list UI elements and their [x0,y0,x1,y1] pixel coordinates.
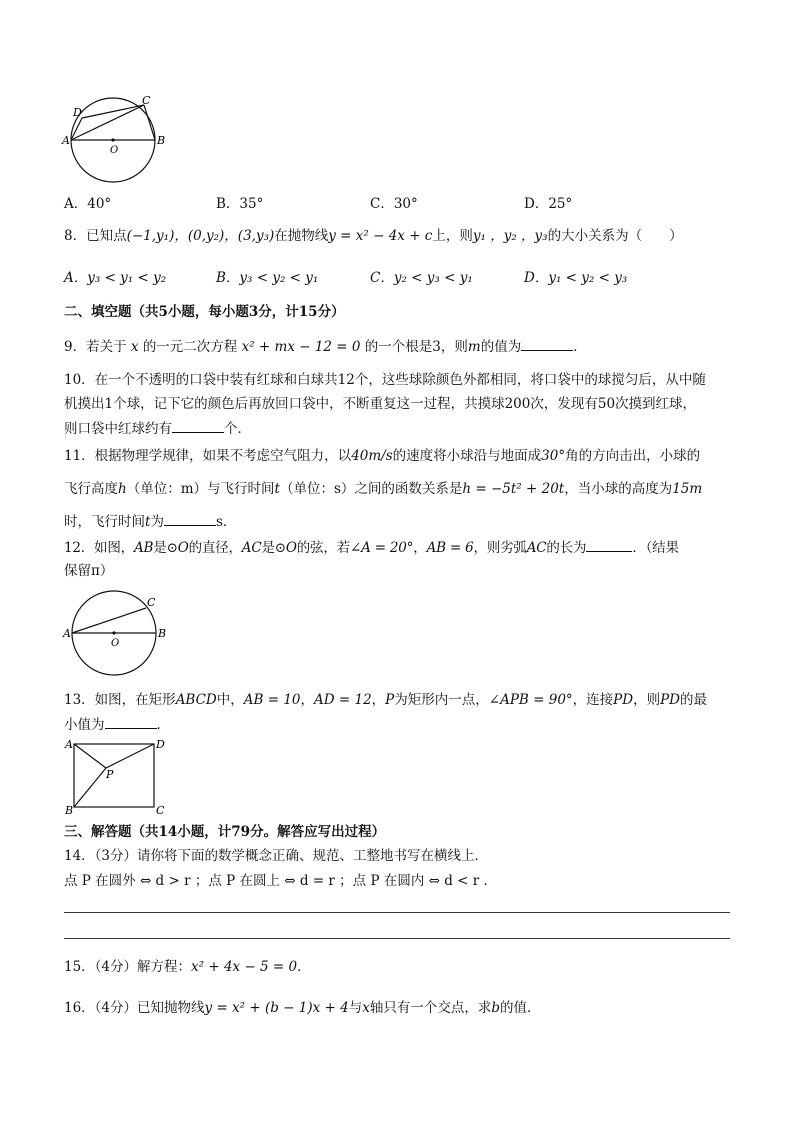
figure-q12-circle [60,588,170,680]
q11-line-2 [64,479,702,499]
q10-text-b: 个． [224,421,251,437]
q12-text-i: ．（结果 [632,540,679,556]
label-p: P [106,768,114,781]
label-b: B [158,627,167,640]
q13-pd-2: PD [660,692,680,708]
q9-text-c: 的一个根是3，则 [364,339,468,355]
q11-angle: 30° [541,448,566,464]
q13-pd: PD [613,692,634,708]
label-c: C [142,95,151,107]
q12-text-a: 12．如图， [64,540,134,556]
q13-text-a: 13．如图，在矩形 [64,692,176,708]
q12-text-c: 的直径， [188,540,242,556]
q10-line-3 [64,418,251,439]
label-d: D [156,738,165,751]
q16-text-c: 轴只有一个交点，求 [369,1000,492,1016]
figure-q13-rectangle [62,736,172,818]
chord-ac [72,608,146,633]
q14-line-1: 14．（3分）请你将下面的数学概念正确、规范、工整地书写在横线上． [64,848,489,864]
label-c: C [147,596,156,609]
q13-line-2 [64,714,170,735]
q13-angle: ∠APB = 90° [488,692,573,708]
q9-answer-blank[interactable] [521,336,573,351]
chord-cb [144,105,155,140]
q8-option-b[interactable]: B．y₃ < y₂ < y₁ [216,270,319,286]
q8-points: (−1,y₁)，(0,y₂)，(3,y₃) [126,228,275,244]
q12-length: AB = 6 [426,540,474,556]
chord-dc [82,105,144,118]
q8-stem [64,226,683,246]
q11-line-3 [64,511,236,532]
q16-equation: y = x² + (b − 1)x + 4 [204,1000,349,1016]
q10-text-a: 则口袋中红球约有 [64,421,172,437]
q11-text-h: 时，飞行时间 [64,514,145,530]
q13-text-c: ， [300,692,315,708]
label-b: B [65,804,74,817]
q8-option-d[interactable]: D．y₁ < y₂ < y₃ [524,270,628,286]
section-2-heading: 二、填空题（共5小题，每小题3分，计15分） [64,304,345,320]
label-a: A [65,738,73,751]
segment-bp [74,768,106,807]
q7-option-d[interactable]: D．25° [524,196,573,212]
q16-var-b: b [491,1000,501,1016]
q12-circle-o-2: ⊙O [274,540,297,556]
q16-stem [64,998,541,1018]
q14-answer-line-1[interactable] [64,912,730,913]
q13-line-1 [64,690,707,710]
q11-text-c: 角的方向击出，小球的 [565,448,701,464]
q7-option-c[interactable]: C．30° [370,196,418,212]
q14-answer-line-2[interactable] [64,938,730,939]
q13-text-d: ， [371,692,386,708]
q9-var-x: x [130,339,139,355]
q8-option-c[interactable]: C．y₂ < y₃ < y₁ [370,270,473,286]
q12-text-b: 是 [153,540,167,556]
q9-text-e: ． [573,339,587,355]
q11-speed: 40m/s [351,448,393,464]
q13-text-f: ，连接 [572,692,614,708]
q13-text-e: 为矩形内一点， [394,692,489,708]
center-point [111,138,114,141]
label-a: A [62,134,70,147]
q13-text-h: 的最 [680,692,707,708]
q13-ab: AB = 10 [243,692,301,708]
label-c: C [156,804,165,817]
q9-var-m: m [467,339,481,355]
q12-ab: AB [133,540,154,556]
q16-var-x: x [362,1000,370,1016]
q16-text-d: 的值． [500,1000,541,1016]
q12-text-f: ， [413,540,427,556]
q11-text-b: 的速度将小球沿与地面成 [392,448,542,464]
q11-text-j: s． [215,514,237,530]
q12-text-g: ，则劣弧 [473,540,527,556]
q13-text-j: ． [156,717,170,733]
q12-text-d: 是 [261,540,275,556]
q11-equation: h = −5t² + 20t [462,481,565,497]
label-o: O [111,638,120,649]
q8-number: 8． [64,228,87,244]
section-3-heading: 三、解答题（共14小题，计79分。解答应写出过程） [64,824,386,840]
q8-text-c: 上，则 [432,228,473,244]
q11-text-g: ，当小球的高度为 [564,481,673,497]
q16-text-a: 16．（4分）已知抛物线 [64,1000,205,1016]
q8-text-d: 的大小关系为（ ） [547,228,683,244]
q11-text-e: （单位：m）与飞行时间 [126,481,275,497]
q10-answer-blank[interactable] [172,418,224,433]
q7-option-b[interactable]: B．35° [216,196,264,212]
q11-var-t2: t [145,514,151,530]
q11-var-t: t [274,481,280,497]
q12-line-2: 保留π） [64,563,114,579]
q12-line-1 [64,537,679,558]
q12-circle-o-1: ⊙O [166,540,189,556]
q11-text-d: 飞行高度 [64,481,118,497]
q12-arc: AC [526,540,547,556]
q11-text-f: （单位：s）之间的函数关系是 [279,481,463,497]
q8-formula: y = x² − 4x + c [328,228,433,244]
label-d: D [73,106,82,119]
q9-stem [64,336,587,357]
q10-line-1: 10．在一个不透明的口袋中装有红球和白球共12个，这些球除颜色外都相同，将口袋中的球搅匀后，从中随 [64,372,706,388]
q13-abcd: ABCD [175,692,217,708]
q13-answer-blank[interactable] [105,714,157,729]
segment-ap [74,744,106,768]
q8-text-a: 已知点 [86,228,127,244]
q15-equation: x² + 4x − 5 = 0 [191,959,298,975]
label-o: O [110,145,119,156]
q13-text-b: 中， [216,692,244,708]
q11-text-a: 11．根据物理学规律，如果不考虑空气阻力，以 [64,448,352,464]
q14-line-2: 点 P 在圆外 ⇔ d > r ；点 P 在圆上 ⇔ d = r ；点 P 在圆内 ⇔ d < r ． [64,873,498,889]
q12-text-e: 的弦，若 [296,540,350,556]
q16-text-b: 与 [348,1000,363,1016]
chord-ac [71,105,144,140]
q13-ad: AD = 12 [314,692,372,708]
q8-vars: y₁ ，y₂ ，y₃ [472,228,548,244]
q13-text-g: ，则 [633,692,661,708]
q11-var-h: h [118,481,127,497]
label-b: B [157,134,166,147]
q12-answer-blank[interactable] [586,537,632,552]
q8-option-a[interactable]: A．y₃ < y₁ < y₂ [64,270,167,286]
q7-option-a[interactable]: A．40° [64,196,112,212]
q15-text-b: ． [297,959,311,975]
q9-text-d: 的值为 [480,339,522,355]
q9-text-a: 9．若关于 [64,339,127,355]
q11-height: 15m [672,481,703,497]
q13-p: P [385,692,395,708]
q9-text-b: 的一元二次方程 [142,339,238,355]
center-point [112,631,115,634]
q15-stem [64,957,311,977]
q12-text-h: 的长为 [546,540,587,556]
q11-text-i: 为 [150,514,164,530]
q12-ac: AC [241,540,262,556]
label-a: A [63,627,71,640]
q10-line-2: 机摸出1个球，记下它的颜色后再放回口袋中，不断重复这一过程，共摸球200次，发现有50次摸到红球， [64,396,697,412]
q9-equation: x² + mx − 12 = 0 [241,339,361,355]
q13-text-i: 小值为 [64,717,105,733]
q8-text-b: 在抛物线 [274,228,329,244]
q11-answer-blank[interactable] [164,511,216,526]
figure-q7-circle [60,95,170,185]
q12-angle: ∠A = 20° [349,540,414,556]
q15-text-a: 15．（4分）解方程： [64,959,192,975]
q11-line-1 [64,446,700,466]
segment-pd [106,744,154,768]
